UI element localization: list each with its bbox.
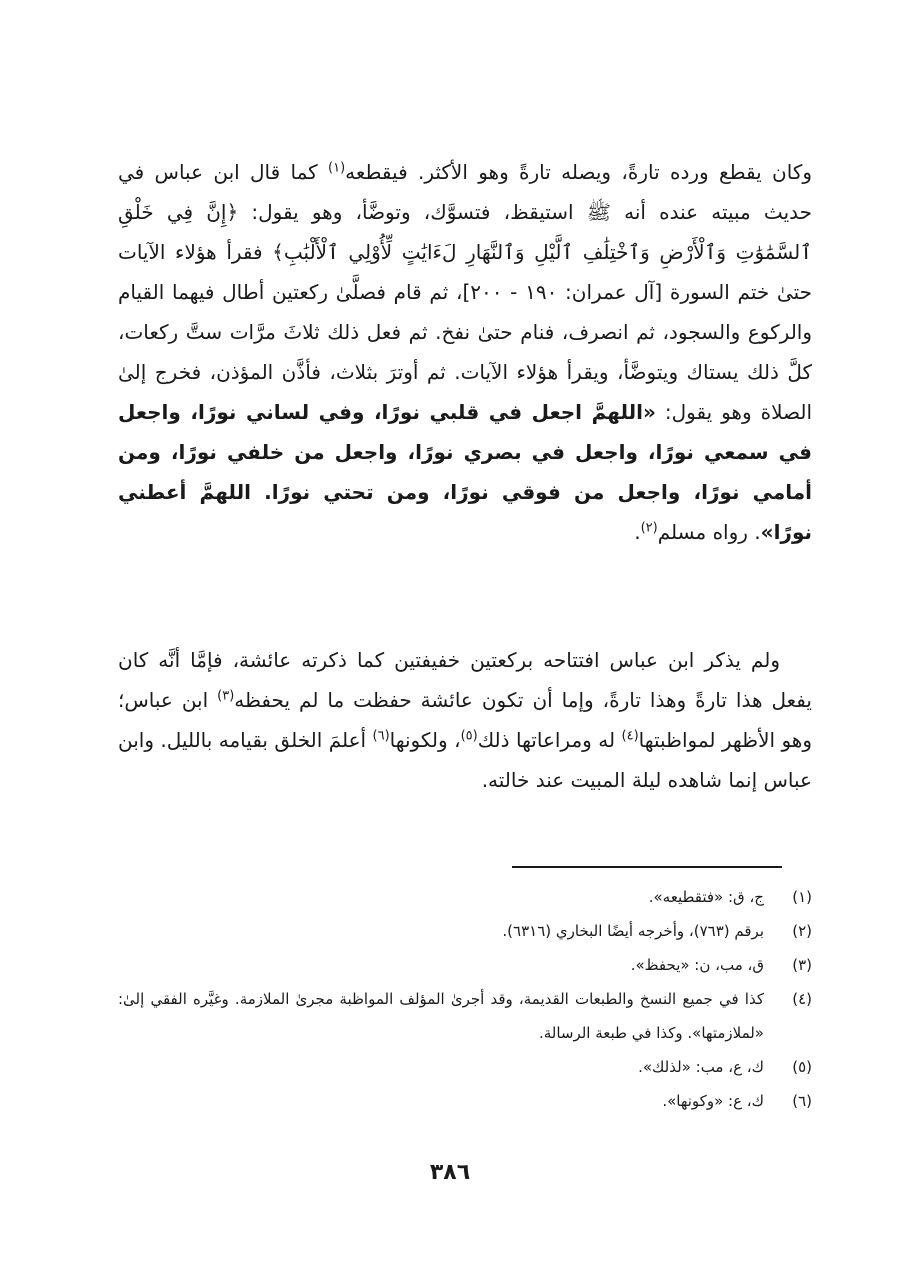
footnote-divider xyxy=(512,866,782,868)
paragraph-text: ولم يذكر ابن عباس افتتاحه بركعتين خفيفتين كما ذكرته عائشة، فإمَّا أنَّه كان يفعل هذا تارةً وهذا تارةً، وإما أن تكون عائشة حفظت ما لم يحفظه xyxy=(118,648,812,712)
quran-verse: ﴿إِنَّ فِي خَلْقِ ٱلسَّمَٰوَٰتِ وَٱلْأَرْضِ وَٱخْتِلَٰفِ ٱلَّيْلِ وَٱلنَّهَارِ لَءَايَٰتٍ لِّأُوْلِي ٱلْأَلْبَٰبِ﴾ xyxy=(118,200,812,264)
paragraph-text: . xyxy=(634,520,641,544)
footnote-number: (٣) xyxy=(792,956,812,974)
footnote-number: (٤) xyxy=(792,990,812,1008)
footnote-item xyxy=(118,914,812,948)
footnote-number: (٢) xyxy=(792,922,812,940)
paragraph-text: كما قال ابن عباس في حديث مبيته عنده أنه ﷺ استيقظ، فتسوَّك، وتوضَّأ، وهو يقول: xyxy=(118,160,812,224)
paragraph-text: ابن عباس؛ وهو الأظهر لمواظبتها xyxy=(118,688,812,752)
footnote-text: كذا في جميع النسخ والطبعات القديمة، وقد أجرىٰ المؤلف المواظبة مجرىٰ الملازمة. وغيَّره الفقي إلىٰ: «لملازمتها». وكذا في طبعة الرسالة. xyxy=(118,990,764,1042)
hadith-dua-text: «اللهمَّ اجعل في قلبي نورًا، وفي لساني نورًا، واجعل في سمعي نورًا، واجعل في بصري نورًا، واجعل من خلفي نورًا، ومن أمامي نورًا، واجعل من فوقي نورًا، ومن تحتي نورًا. اللهمَّ أعطني نورًا» xyxy=(118,400,812,544)
paragraph-text: فقرأ هؤلاء الآيات حتىٰ ختم السورة [آل عمران: ١٩٠ - ٢٠٠]، ثم قام فصلَّىٰ ركعتين أطال فيهما القيام والركوع والسجود، ثم انصرف، فنام حتىٰ نفخ. ثم فعل ذلك ثلاثَ مرَّات ستَّ ركعات، كلَّ ذلك يستاك ويتوضَّأ، ويقرأ هؤلاء الآيات. ثم أوترَ بثلاث، فأذَّن المؤذن، فخرج إلىٰ الصلاة وهو يقول: xyxy=(118,240,812,424)
paragraph-text: وكان يقطع ورده تارةً، ويصله تارةً وهو الأكثر. فيقطعه xyxy=(345,160,812,184)
page-number: ٣٨٦ xyxy=(429,1160,471,1185)
footnote-number: (٦) xyxy=(792,1092,812,1110)
footnote-text: ك، ع، مب: «لذلك». xyxy=(638,1058,764,1076)
footnote-item xyxy=(118,982,812,1050)
footnote-item xyxy=(118,1084,812,1118)
footnote-number: (٥) xyxy=(792,1058,812,1076)
footnote-ref-2[interactable]: (٢) xyxy=(640,520,658,536)
paragraph-text: . رواه مسلم xyxy=(657,520,761,544)
main-paragraph-1 xyxy=(118,152,812,552)
footnote-item xyxy=(118,1050,812,1084)
footnote-ref-1[interactable]: (١) xyxy=(328,160,346,176)
footnote-ref-5[interactable]: (٥) xyxy=(460,728,478,744)
paragraph-text: أعلمَ الخلق بقيامه بالليل. وابن عباس إنما شاهده ليلة المبيت عند خالته. xyxy=(118,728,812,792)
footnotes-section xyxy=(118,880,812,1118)
footnote-ref-4[interactable]: (٤) xyxy=(621,728,639,744)
footnote-text: برقم (٧٦٣)، وأخرجه أيضًا البخاري (٦٣١٦). xyxy=(502,922,764,940)
paragraph-text: له ومراعاتها ذلك xyxy=(477,728,622,752)
footnote-ref-6[interactable]: (٦) xyxy=(372,728,390,744)
footnote-number: (١) xyxy=(792,888,812,906)
main-paragraph-2 xyxy=(118,640,812,800)
footnote-text: ج، ق: «فتقطيعه». xyxy=(648,888,764,906)
footnote-text: ق، مب، ن: «يحفظ». xyxy=(630,956,764,974)
footnote-item xyxy=(118,880,812,914)
paragraph-text: ، ولكونها xyxy=(389,728,461,752)
footnote-text: ك، ع: «وكونها». xyxy=(662,1092,764,1110)
footnote-ref-3[interactable]: (٣) xyxy=(217,688,235,704)
footnote-item xyxy=(118,948,812,982)
